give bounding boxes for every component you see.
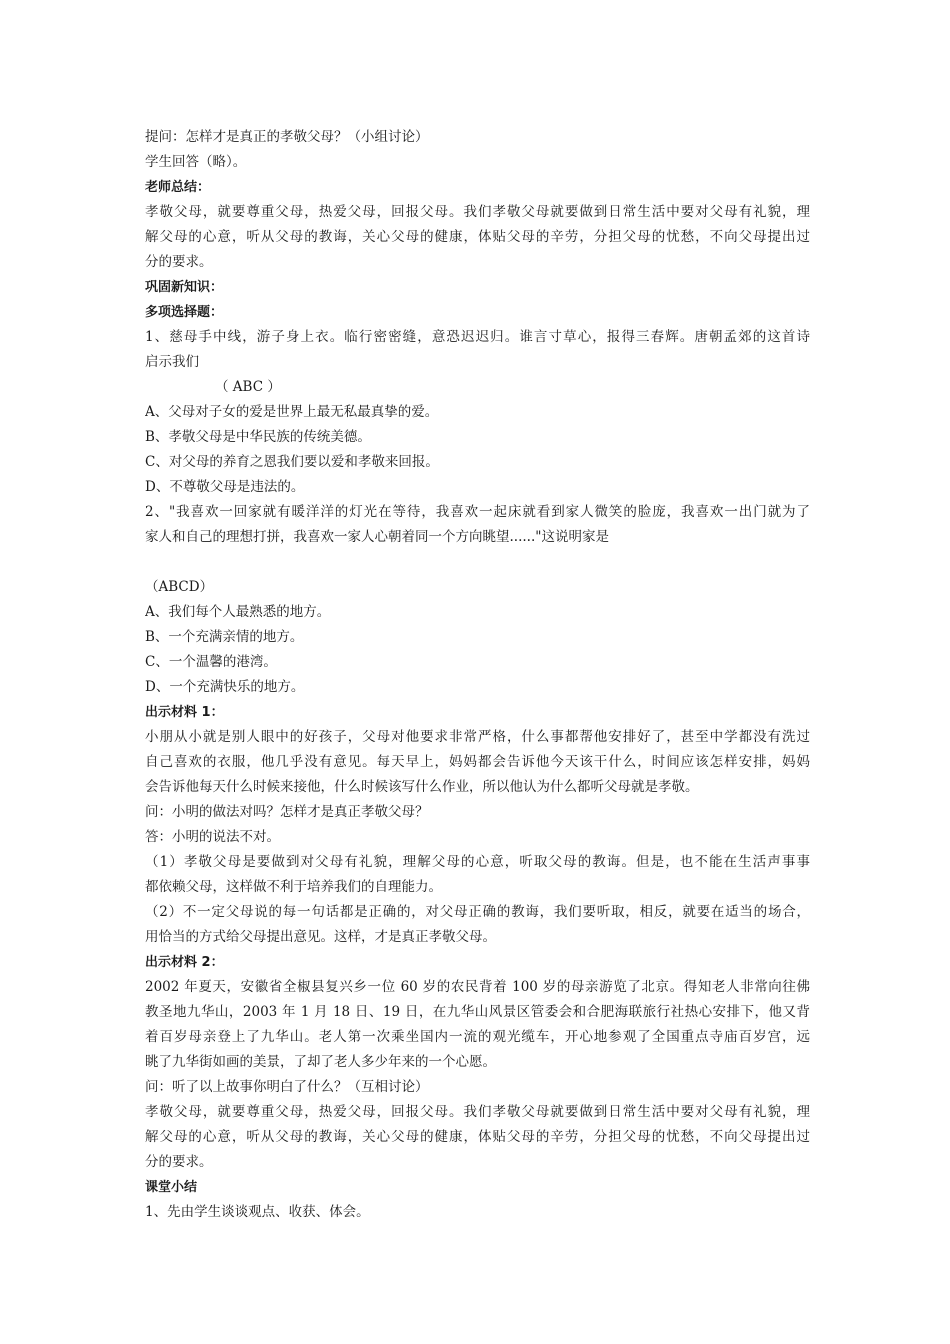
q1-option-a: A、父母对子女的爱是世界上最无私最真挚的爱。: [145, 404, 439, 420]
material-2-question: 问：听了以上故事你明白了什么？（互相讨论）: [145, 1079, 429, 1095]
material-1-line-3: 会告诉他每天什么时候来接他，什么时候该写什么作业，所以他认为什么都听父母就是孝敬。: [145, 779, 699, 795]
material-2-line-4: 眺了九华街如画的美景，了却了老人多少年来的一个心愿。: [145, 1054, 496, 1070]
material-1-answer: 答：小明的说法不对。: [145, 829, 280, 845]
heading-material-2: 出示材料 2：: [145, 955, 224, 970]
material-2-answer-line-1: 孝敬父母，就要尊重父母，热爱父母，回报父母。我们孝敬父母就要做到日常生活中要对父母有礼貌，理: [145, 1104, 810, 1120]
summary-line-1: 孝敬父母，就要尊重父母，热爱父母，回报父母。我们孝敬父母就要做到日常生活中要对父母有礼貌，理: [145, 204, 810, 220]
material-2-line-1: 2002 年夏天，安徽省全椒县复兴乡一位 60 岁的农民背着 100 岁的母亲游览了北京。得知老人非常向往佛: [145, 979, 810, 995]
material-1-line-2: 自己喜欢的衣服，他几乎没有意见。每天早上，妈妈都会告诉他今天该干什么，时间应该怎样安排，妈妈: [145, 754, 810, 770]
question-prompt: 提问：怎样才是真正的孝敬父母？（小组讨论）: [145, 129, 429, 145]
answer-point-2-line-2: 用恰当的方式给父母提出意见。这样，才是真正孝敬父母。: [145, 929, 496, 945]
q2-answer: （ABCD）: [145, 579, 214, 595]
class-summary-item-1: 1、先由学生谈谈观点、收获、体会。: [145, 1204, 370, 1220]
q1-option-d: D、不尊敬父母是违法的。: [145, 479, 305, 495]
material-1-question: 问：小明的做法对吗？怎样才是真正孝敬父母？: [145, 804, 429, 820]
material-2-line-2: 教圣地九华山，2003 年 1 月 18 日、19 日，在九华山风景区管委会和合肥海联旅行社热心安排下，他又背: [145, 1004, 810, 1020]
material-2-answer-line-2: 解父母的心意，听从父母的教诲，关心父母的健康，体贴父母的辛劳，分担父母的忧愁，不向父母提出过: [145, 1129, 810, 1145]
material-1-line-1: 小朋从小就是别人眼中的好孩子，父母对他要求非常严格，什么事都帮他安排好了，甚至中学都没有洗过: [145, 729, 810, 745]
answer-point-2-line-1: （2）不一定父母说的每一句话都是正确的，对父母正确的教诲，我们要听取，相反，就要在适当的场合，: [145, 904, 810, 920]
material-2-line-3: 着百岁母亲登上了九华山。老人第一次乘坐国内一流的观光缆车，开心地参观了全国重点寺庙百岁宫，远: [145, 1029, 810, 1045]
heading-material-1: 出示材料 1：: [145, 705, 224, 720]
answer-point-1-line-2: 都依赖父母，这样做不利于培养我们的自理能力。: [145, 879, 442, 895]
heading-teacher-summary: 老师总结：: [145, 180, 211, 195]
summary-line-3: 分的要求。: [145, 254, 213, 270]
student-answer: 学生回答（略）。: [145, 154, 247, 170]
q2-option-a: A、我们每个人最熟悉的地方。: [145, 604, 331, 620]
q1-option-b: B、孝敬父母是中华民族的传统美德。: [145, 429, 371, 445]
q2-stem-line-2: 家人和自己的理想打拼，我喜欢一家人心朝着同一个方向眺望......"这说明家是: [145, 529, 609, 545]
q2-option-d: D、一个充满快乐的地方。: [145, 679, 305, 695]
heading-consolidate: 巩固新知识：: [145, 280, 224, 295]
q1-stem-line-1: 1、慈母手中线，游子身上衣。临行密密缝，意恐迟迟归。谁言寸草心，报得三春辉。唐朝孟郊的这首诗: [145, 329, 810, 345]
heading-multiple-choice: 多项选择题：: [145, 305, 224, 320]
q1-stem-line-2: 启示我们: [145, 354, 199, 370]
q2-option-c: C、一个温馨的港湾。: [145, 654, 277, 670]
q2-stem-line-1: 2、"我喜欢一回家就有暖洋洋的灯光在等待，我喜欢一起床就看到家人微笑的脸庞，我喜欢一出门就为了: [145, 504, 810, 520]
q1-option-c: C、对父母的养育之恩我们要以爱和孝敬来回报。: [145, 454, 439, 470]
q1-answer: （ ABC ）: [215, 379, 281, 395]
heading-class-summary: 课堂小结: [145, 1180, 198, 1195]
summary-line-2: 解父母的心意，听从父母的教诲，关心父母的健康，体贴父母的辛劳，分担父母的忧愁，不向父母提出过: [145, 229, 810, 245]
material-2-answer-line-3: 分的要求。: [145, 1154, 213, 1170]
answer-point-1-line-1: （1）孝敬父母是要做到对父母有礼貌，理解父母的心意，听取父母的教诲。但是，也不能在生活声事事: [145, 854, 810, 870]
q2-option-b: B、一个充满亲情的地方。: [145, 629, 304, 645]
